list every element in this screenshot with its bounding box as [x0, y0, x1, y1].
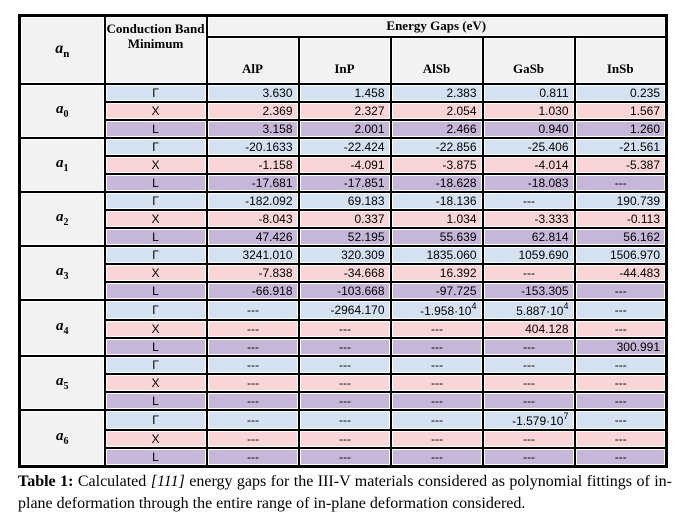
value-cell: --- — [575, 300, 667, 320]
value-cell: --- — [575, 448, 667, 467]
value-cell: --- — [575, 174, 667, 192]
coefficient-symbol-subscript: n — [63, 47, 70, 60]
value-cell: --- — [483, 356, 575, 374]
value-cell: --- — [207, 356, 299, 374]
value-cell: -0.113 — [575, 210, 667, 228]
value-cell: --- — [483, 448, 575, 467]
value-cell: -34.668 — [299, 264, 391, 282]
value-cell: 1.030 — [483, 102, 575, 120]
value-cell: 2.369 — [207, 102, 299, 120]
band-label: X — [105, 264, 207, 282]
value-cell: --- — [299, 448, 391, 467]
table-row — [20, 264, 667, 282]
value-cell: --- — [299, 392, 391, 410]
coefficient-symbol: a — [55, 39, 64, 57]
band-label: L — [105, 448, 207, 467]
value-cell: 3.630 — [207, 84, 299, 102]
band-label: X — [105, 156, 207, 174]
value-cell: 16.392 — [391, 264, 483, 282]
band-label: L — [105, 228, 207, 246]
band-label: X — [105, 102, 207, 120]
band-label: L — [105, 338, 207, 356]
value-cell: --- — [575, 356, 667, 374]
table-row — [20, 320, 667, 338]
value-cell: 2.466 — [391, 120, 483, 138]
value-cell: -18.628 — [391, 174, 483, 192]
value-cell: $-1.579\cdot 10^7$ — [483, 410, 575, 430]
table-row — [20, 374, 667, 392]
value-cell: --- — [391, 410, 483, 430]
value-cell: -7.838 — [207, 264, 299, 282]
value-cell: -5.387 — [575, 156, 667, 174]
value-cell: -17.851 — [299, 174, 391, 192]
table-row — [20, 102, 667, 120]
value-cell: -4.091 — [299, 156, 391, 174]
value-cell: 55.639 — [391, 228, 483, 246]
value-cell: $-1.958\cdot 10^4$ — [391, 300, 483, 320]
coefficient-label: $a_0$ — [20, 84, 105, 138]
value-cell: --- — [483, 392, 575, 410]
value-cell: --- — [299, 374, 391, 392]
band-label: X — [105, 430, 207, 448]
value-cell: --- — [207, 374, 299, 392]
value-cell: 1.034 — [391, 210, 483, 228]
table-row — [20, 120, 667, 138]
value-cell: 2.054 — [391, 102, 483, 120]
band-label: Γ — [105, 84, 207, 102]
value-cell: 0.811 — [483, 84, 575, 102]
band-label: X — [105, 320, 207, 338]
band-label: L — [105, 174, 207, 192]
value-cell: -18.083 — [483, 174, 575, 192]
value-cell: -66.918 — [207, 282, 299, 300]
value-cell: 3241.010 — [207, 246, 299, 264]
band-label: L — [105, 120, 207, 138]
value-cell: 2.383 — [391, 84, 483, 102]
band-label: Γ — [105, 356, 207, 374]
value-cell: --- — [207, 338, 299, 356]
value-cell: --- — [483, 430, 575, 448]
value-cell: -3.333 — [483, 210, 575, 228]
value-cell: --- — [575, 410, 667, 430]
value-cell: --- — [483, 264, 575, 282]
table-row — [20, 430, 667, 448]
table-row — [20, 84, 667, 102]
value-cell: 56.162 — [575, 228, 667, 246]
table-row — [20, 210, 667, 228]
table-row — [20, 410, 667, 430]
value-cell: -22.424 — [299, 138, 391, 156]
value-cell: 47.426 — [207, 228, 299, 246]
value-cell: 1835.060 — [391, 246, 483, 264]
table-row — [20, 392, 667, 410]
material-header-insb: InSb — [575, 37, 667, 84]
table-row — [20, 156, 667, 174]
value-cell: -182.092 — [207, 192, 299, 210]
band-label: L — [105, 392, 207, 410]
value-cell: -4.014 — [483, 156, 575, 174]
table-row — [20, 174, 667, 192]
value-cell: --- — [207, 320, 299, 338]
value-cell: 2.327 — [299, 102, 391, 120]
value-cell: --- — [575, 282, 667, 300]
caption-text-pre: Calculated — [73, 473, 151, 490]
value-cell: 1.458 — [299, 84, 391, 102]
value-cell: --- — [207, 410, 299, 430]
band-label: Γ — [105, 246, 207, 264]
value-cell: --- — [299, 356, 391, 374]
value-cell: --- — [575, 374, 667, 392]
value-cell: 190.739 — [575, 192, 667, 210]
table-row — [20, 282, 667, 300]
material-header-gasb: GaSb — [483, 37, 575, 84]
value-cell: 320.309 — [299, 246, 391, 264]
table-caption — [18, 471, 672, 515]
value-cell: -18.136 — [391, 192, 483, 210]
value-cell: -2964.170 — [299, 300, 391, 320]
value-cell: 0.940 — [483, 120, 575, 138]
table-row — [20, 228, 667, 246]
value-cell: 300.991 — [575, 338, 667, 356]
value-cell: 404.128 — [483, 320, 575, 338]
band-label: X — [105, 210, 207, 228]
energy-gaps-table — [18, 14, 668, 468]
table-row — [20, 300, 667, 320]
coefficient-label: $a_3$ — [20, 246, 105, 300]
band-label: X — [105, 374, 207, 392]
value-cell: --- — [575, 392, 667, 410]
table-row — [20, 338, 667, 356]
coefficient-label: $a_4$ — [20, 300, 105, 356]
conduction-band-minimum-header: Conduction Band Minimum — [105, 16, 207, 84]
material-header-alsb: AlSb — [391, 37, 483, 84]
table-row — [20, 356, 667, 374]
value-cell: --- — [391, 356, 483, 374]
value-cell: --- — [391, 338, 483, 356]
value-cell: -20.1633 — [207, 138, 299, 156]
value-cell: 0.235 — [575, 84, 667, 102]
value-cell: -44.483 — [575, 264, 667, 282]
table-row — [20, 192, 667, 210]
value-cell: -21.561 — [575, 138, 667, 156]
value-cell: 69.183 — [299, 192, 391, 210]
value-cell: 1059.690 — [483, 246, 575, 264]
material-header-alp: AlP — [207, 37, 299, 84]
value-cell: --- — [575, 430, 667, 448]
value-cell: --- — [483, 338, 575, 356]
value-cell: 3.158 — [207, 120, 299, 138]
value-cell: -22.856 — [391, 138, 483, 156]
band-label: Γ — [105, 192, 207, 210]
value-cell: -25.406 — [483, 138, 575, 156]
caption-text-post: energy gaps for the III-V materials considered as polynomial fittings of in-plane deformation through the entire range of in-plane deformation considered. — [18, 473, 672, 512]
coefficient-column-header — [20, 16, 105, 84]
table-header — [20, 16, 667, 84]
value-cell: --- — [207, 300, 299, 320]
value-cell: -97.725 — [391, 282, 483, 300]
band-label: Γ — [105, 410, 207, 430]
value-cell: --- — [391, 448, 483, 467]
value-cell: 52.195 — [299, 228, 391, 246]
coefficient-label: $a_1$ — [20, 138, 105, 192]
value-cell: --- — [391, 392, 483, 410]
value-cell: -8.043 — [207, 210, 299, 228]
band-label: L — [105, 282, 207, 300]
value-cell: 1506.970 — [575, 246, 667, 264]
value-cell: --- — [575, 320, 667, 338]
value-cell: 2.001 — [299, 120, 391, 138]
value-cell: --- — [207, 448, 299, 467]
value-cell: -103.668 — [299, 282, 391, 300]
value-cell: --- — [207, 392, 299, 410]
value-cell: -17.681 — [207, 174, 299, 192]
value-cell: $5.887\cdot 10^4$ — [483, 300, 575, 320]
value-cell: --- — [391, 320, 483, 338]
value-cell: --- — [299, 338, 391, 356]
table-row — [20, 448, 667, 467]
value-cell: --- — [207, 430, 299, 448]
value-cell: --- — [483, 374, 575, 392]
value-cell: -153.305 — [483, 282, 575, 300]
caption-label: Table 1: — [18, 473, 74, 490]
band-label: Γ — [105, 300, 207, 320]
band-label: Γ — [105, 138, 207, 156]
value-cell: --- — [391, 430, 483, 448]
table-row — [20, 246, 667, 264]
value-cell: 0.337 — [299, 210, 391, 228]
value-cell: 1.260 — [575, 120, 667, 138]
value-cell: -3.875 — [391, 156, 483, 174]
value-cell: 62.814 — [483, 228, 575, 246]
value-cell: --- — [299, 320, 391, 338]
energy-gaps-header: Energy Gaps (eV) — [207, 16, 667, 37]
value-cell: --- — [299, 430, 391, 448]
coefficient-label: $a_6$ — [20, 410, 105, 467]
table-row — [20, 138, 667, 156]
value-cell: --- — [299, 410, 391, 430]
value-cell: 1.567 — [575, 102, 667, 120]
value-cell: --- — [391, 374, 483, 392]
value-cell: --- — [483, 192, 575, 210]
coefficient-label: $a_5$ — [20, 356, 105, 410]
caption-citation: [111] — [150, 473, 185, 490]
table-body — [20, 84, 667, 467]
material-header-inp: InP — [299, 37, 391, 84]
value-cell: -1.158 — [207, 156, 299, 174]
coefficient-label: $a_2$ — [20, 192, 105, 246]
